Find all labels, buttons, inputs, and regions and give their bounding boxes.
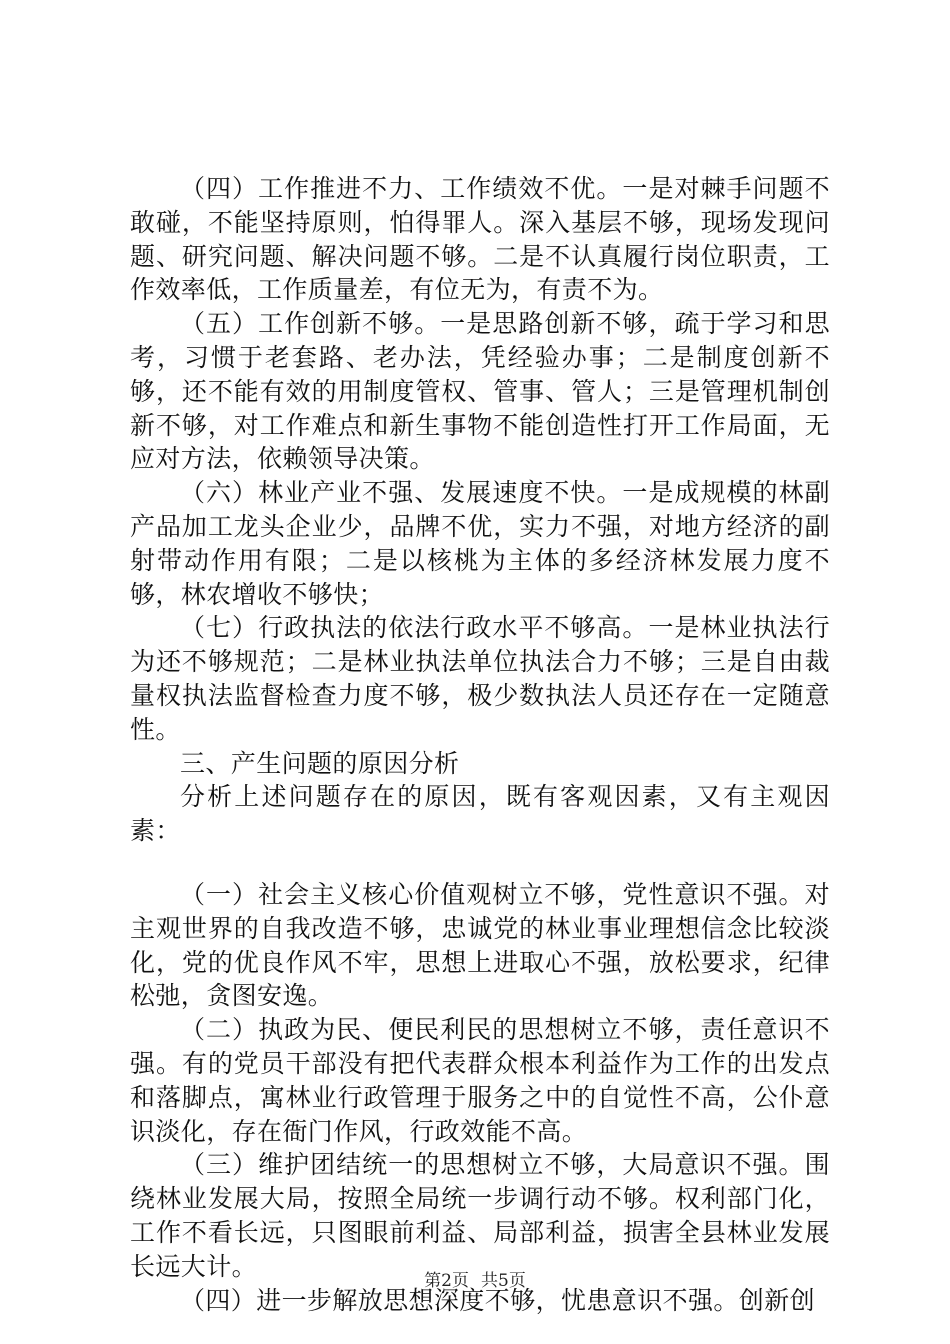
total-pages: 共5页 (481, 1271, 526, 1291)
paragraph-6-forestry-industry: （六）林业产业不强、发展速度不快。一是成规模的林副产品加工龙头企业少，品牌不优，实力不强，对地方经济的副射带动作用有限；二是以核桃为主体的多经济林发展力度不够，林农增收不够快； (130, 478, 830, 609)
paragraph-4-work-progress: （四）工作推进不力、工作绩效不优。一是对棘手问题不敢碰，不能坚持原则，怕得罪人。深入基层不够，现场发现问题、研究问题、解决问题不够。二是不认真履行岗位职责，工作效率低，工作质量差，有位无为，有责不为。 (130, 174, 830, 305)
cause-1-values: （一）社会主义核心价值观树立不够，党性意识不强。对主观世界的自我改造不够，忠诚党的林业事业理想信念比较淡化，党的优良作风不牢，思想上进取心不强，放松要求，纪律松弛，贪图安逸。 (130, 879, 830, 1011)
section-heading-cause-analysis: 三、产生问题的原因分析 (180, 748, 460, 778)
page-footer (0, 1271, 950, 1291)
analysis-intro: 分析上述问题存在的原因，既有客观因素，又有主观因素： (130, 782, 830, 846)
paragraph-gap (130, 848, 830, 878)
cause-3-unity: （三）维护团结统一的思想树立不够，大局意识不强。围绕林业发展大局，按照全局统一步调行动不够。权利部门化，工作不看长远，只图眼前利益、局部利益，损害全县林业发展长远大计。 (130, 1150, 830, 1281)
cause-2-serve-people: （二）执政为民、便民利民的思想树立不够，责任意识不强。有的党员干部没有把代表群众根本利益作为工作的出发点和落脚点，寓林业行政管理于服务之中的自觉性不高，公仆意识淡化，存在衙门作风，行政效能不高。 (130, 1015, 830, 1146)
paragraph-7-law-enforcement: （七）行政执法的依法行政水平不够高。一是林业执法行为还不够规范；二是林业执法单位执法合力不够；三是自由裁量权执法监督检查力度不够，极少数执法人员还存在一定随意性。 (130, 613, 830, 744)
page-number: 第2页 (424, 1271, 469, 1291)
paragraph-5-work-innovation: （五）工作创新不够。一是思路创新不够，疏于学习和思考，习惯于老套路、老办法，凭经验办事；二是制度创新不够，还不能有效的用制度管权、管事、管人；三是管理机制创新不够，对工作难点和新生事物不能创造性打开工作局面，无应对方法，依赖领导决策。 (130, 309, 830, 474)
cause-4-emancipate-thinking: （四）进一步解放思想深度不够，忧患意识不强。创新创 (180, 1285, 816, 1315)
document-body (130, 172, 830, 1317)
